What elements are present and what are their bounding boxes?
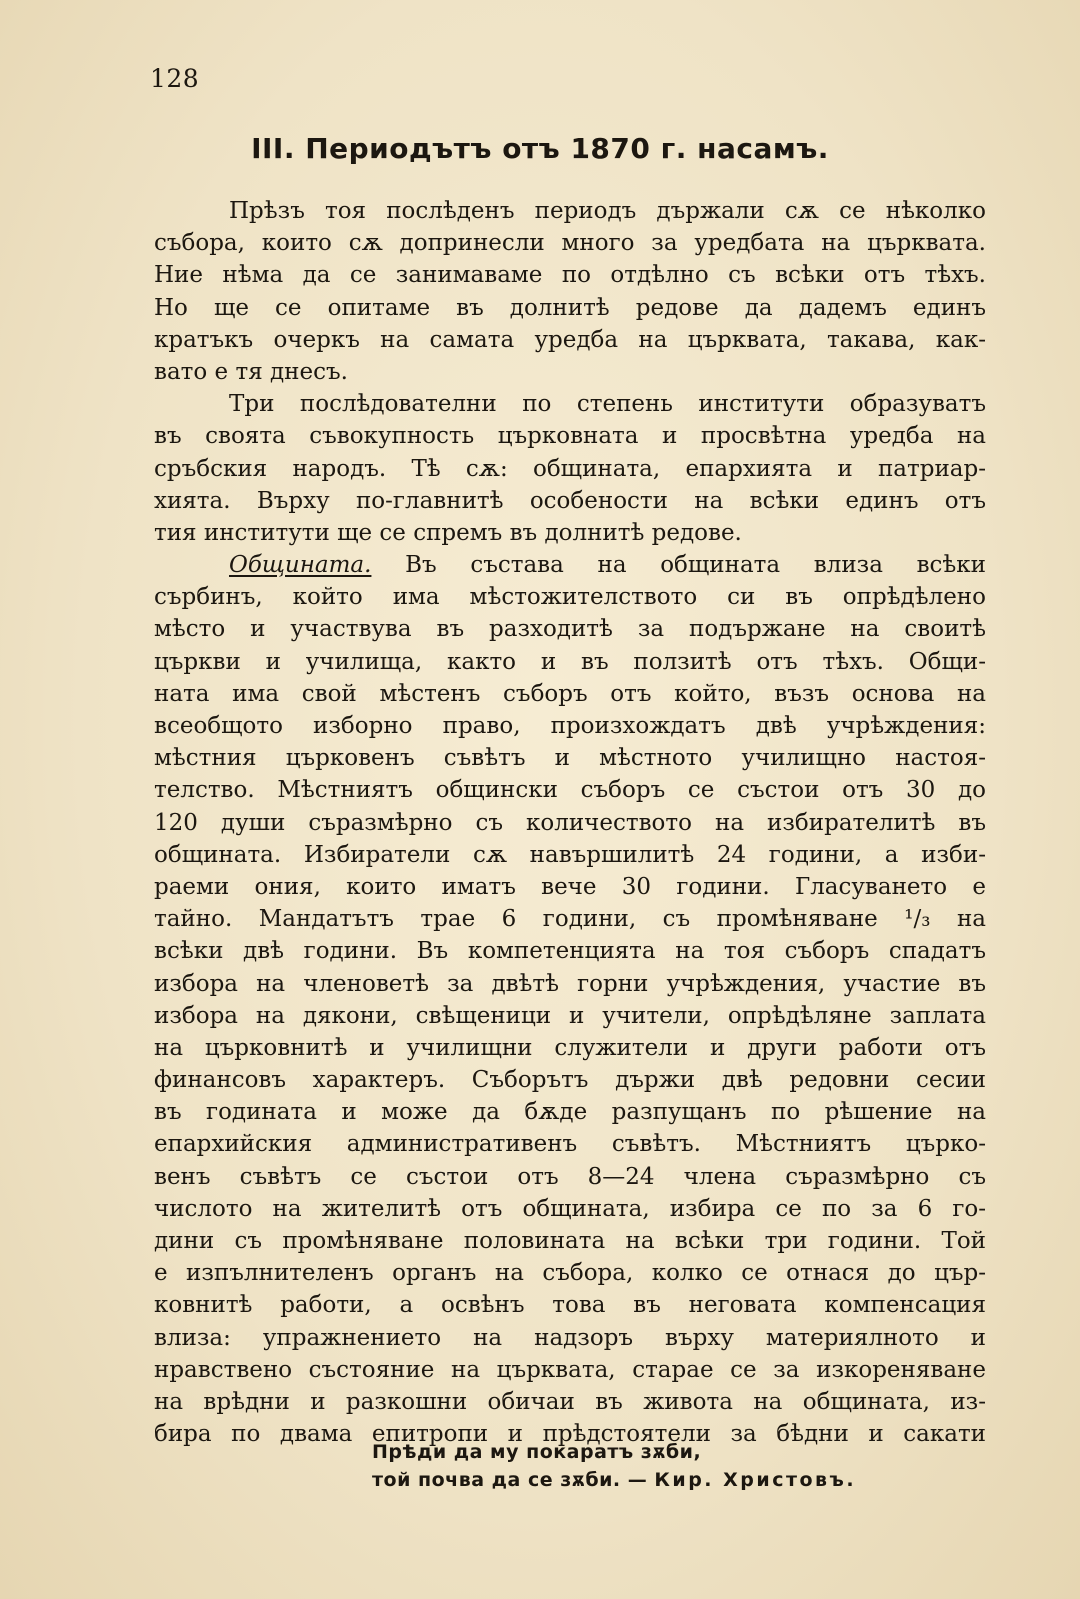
text-line: ковнитѣ работи, а освѣнъ това въ неговата компенсация [154,1292,986,1319]
section-heading: III. Периодътъ отъ 1870 г. насамъ. [251,132,829,165]
text-line: Прѣзъ тоя послѣденъ периодъ държали сѫ се нѣколко [229,198,986,224]
text-line-with-lead [154,549,986,581]
text-line: всеобщото изборно право, произхождатъ двѣ учрѣждения: [154,713,986,739]
text-line: на църковнитѣ и училищни служители и други работи отъ [154,1034,986,1061]
epigraph-quote [372,1438,856,1494]
text-line: Ние нѣма да се занимаваме по отдѣлно съ всѣки отъ тѣхъ. [154,262,986,289]
text-line: събора, които сѫ допринесли много за уредбата на църквата. [154,230,986,257]
text-line: въ своята съвокупность църковната и просвѣтна уредба на [154,423,986,450]
epigraph-author: Кир. Христовъ. [654,1469,857,1491]
text-line: църкви и училища, както и въ ползитѣ отъ тѣхъ. Общи- [154,648,986,675]
text-line: раеми ония, които иматъ вече 30 години. Гласуването е [154,873,986,900]
text-line: епархийския административенъ съвѣтъ. Мѣстниятъ църко- [154,1131,986,1158]
text-line: тия институти ще се спремъ въ долнитѣ редове. [154,519,742,546]
text-line: е изпълнителенъ органъ на събора, колко се отнася до цър- [154,1260,986,1287]
text-line: венъ съвѣтъ се състои отъ 8—24 члена съразмѣрно съ [154,1163,986,1190]
text-line: 120 души съразмѣрно съ количеството на избирателитѣ въ [154,809,986,836]
text-line: телство. Мѣстниятъ общински съборъ се състои отъ 30 до [154,777,986,804]
text-line: мѣстния църковенъ съвѣтъ и мѣстното училищно настоя- [154,745,986,772]
text-line: кратъкъ очеркъ на самата уредба на църквата, такава, как- [154,326,986,353]
text-line: нравствено състояние на църквата, старае се за изкореняване [154,1356,986,1383]
text-line: на врѣдни и разкошни обичаи въ живота на общината, из- [154,1388,986,1415]
text-line: мѣсто и участвува въ разходитѣ за подържане на своитѣ [154,616,986,643]
text-line: ната има свой мѣстенъ съборъ отъ който, възъ основа на [154,680,986,707]
text-line: общината. Избиратели сѫ навършилитѣ 24 години, а изби- [154,841,986,868]
text-line: тайно. Мандатътъ трае 6 години, съ промѣняване ¹/₃ на [154,906,986,933]
epigraph-line [372,1466,856,1494]
epigraph-line: Прѣди да му покаратъ зѫби, [372,1441,702,1463]
text-line: финансовъ характеръ. Съборътъ държи двѣ редовни сесии [154,1067,986,1094]
page-number: 128 [150,64,200,93]
text-line: въ годината и може да бѫде разпущанъ по рѣшение на [154,1099,986,1126]
text-line: сръбския народъ. Тѣ сѫ: общината, епархията и патриар- [154,455,986,482]
text-line: Но ще се опитаме въ долнитѣ редове да дадемъ единъ [154,294,986,321]
text-line: всѣки двѣ години. Въ компетенцията на тоя съборъ спадатъ [154,938,986,965]
text-line: избора на членоветѣ за двѣтѣ горни учрѣждения, участие въ [154,970,986,997]
body-text [154,195,986,1450]
text-line: сърбинъ, който има мѣстожителството си въ опрѣдѣлено [154,584,986,611]
text-line: числото на жителитѣ отъ общината, избира се по за 6 го- [154,1195,986,1222]
text-line: вато е тя днесъ. [154,358,348,385]
text-line: влиза: упражнението на надзоръ върху материялното и [154,1324,986,1351]
paragraph-lead-term: Общината. [229,552,372,579]
text-line-rest: Въ състава на общината влиза всѣки [371,552,986,579]
text-line: хията. Върху по-главнитѣ особености на всѣки единъ отъ [154,487,986,514]
epigraph-line-text: той почва да се зѫби. — [372,1469,648,1491]
text-line: Три послѣдователни по степень институти образуватъ [229,391,986,418]
text-line: избора на дякони, свѣщеници и учители, опрѣдѣляне заплата [154,1002,986,1029]
text-line: бира по двама епитропи и прѣдстоятели за бѣдни и сакати [154,1421,986,1448]
text-line: дини съ промѣняване половината на всѣки три години. Той [154,1228,986,1254]
